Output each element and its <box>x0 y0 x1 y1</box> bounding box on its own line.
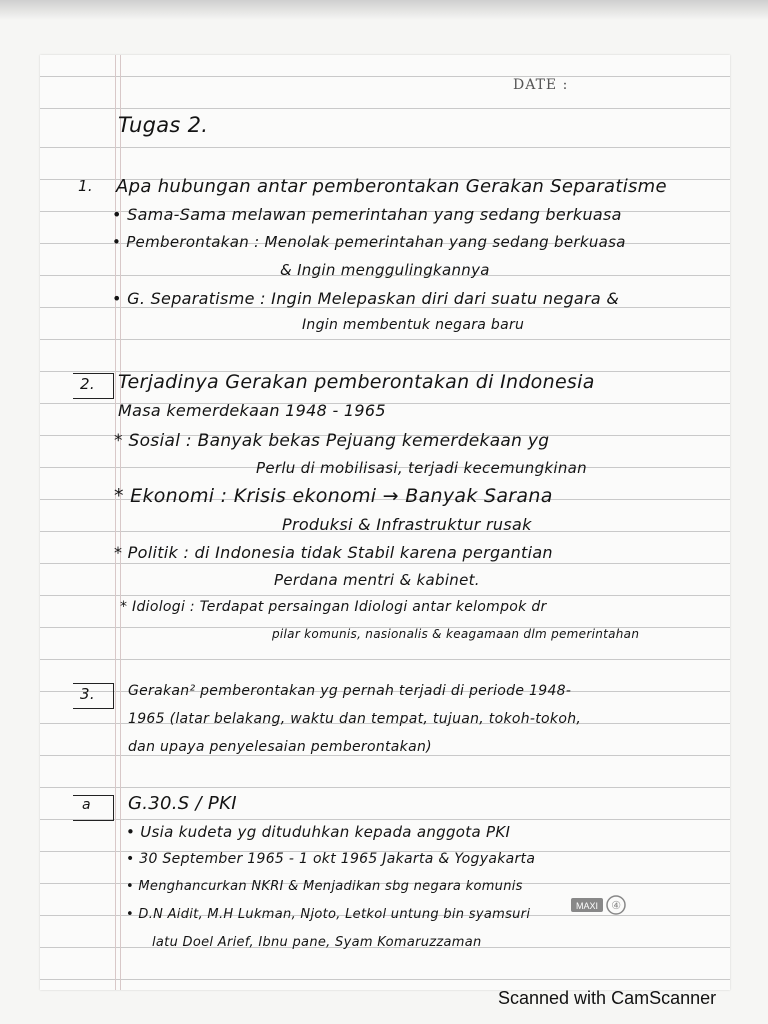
question-3-number: 3. <box>80 685 95 703</box>
page-title: Tugas 2. <box>118 113 209 137</box>
section-a-line-2: • 30 September 1965 - 1 okt 1965 Jakarta & Yogyakarta <box>126 851 536 867</box>
answer-2-line-8: pilar komunis, nasionalis & keagamaan dlm pemerintahan <box>272 627 640 641</box>
answer-2-line-1: * Sosial : Banyak bekas Pejuang kemerdekaan yg <box>114 431 550 451</box>
section-a-line-5: latu Doel Arief, Ibnu pane, Syam Komaruzzaman <box>152 935 482 950</box>
svg-text:MAXI: MAXI <box>575 901 599 911</box>
answer-1-line-2: • Pemberontakan : Menolak pemerintahan yang sedang berkuasa <box>112 233 626 251</box>
answer-1-line-3: & Ingin menggulingkannya <box>280 261 490 279</box>
question-3-line-1: Gerakan² pemberontakan yg pernah terjadi di periode 1948- <box>128 683 572 699</box>
section-a-box <box>73 795 114 821</box>
section-a-line-4: • D.N Aidit, M.H Lukman, Njoto, Letkol untung bin syamsuri <box>126 907 531 922</box>
section-a-line-1: • Usia kudeta yg dituduhkan kepada anggota PKI <box>126 823 511 841</box>
date-label: DATE : <box>513 77 569 93</box>
answer-1-line-5: Ingin membentuk negara baru <box>302 317 525 333</box>
question-1-text: Apa hubungan antar pemberontakan Gerakan Separatisme <box>116 176 667 197</box>
question-1-number: 1. <box>78 177 93 195</box>
scan-top-edge <box>0 0 768 20</box>
answer-1-line-1: • Sama-Sama melawan pemerintahan yang sedang berkuasa <box>112 205 622 224</box>
answer-2-line-3: * Ekonomi : Krisis ekonomi → Banyak Sarana <box>114 485 553 507</box>
svg-text:④: ④ <box>611 899 621 912</box>
question-2-text-line-1: Terjadinya Gerakan pemberontakan di Indonesia <box>118 371 595 393</box>
question-2-number: 2. <box>80 375 95 393</box>
section-a-line-3: • Menghancurkan NKRI & Menjadikan sbg negara komunis <box>126 879 523 894</box>
answer-2-line-6: Perdana mentri & kabinet. <box>274 571 480 589</box>
answer-2-line-7: * Idiologi : Terdapat persaingan Idiologi antar kelompok dr <box>120 599 547 615</box>
answer-2-line-2: Perlu di mobilisasi, terjadi kecemungkinan <box>256 459 587 477</box>
question-2-text-line-2: Masa kemerdekaan 1948 - 1965 <box>118 401 386 420</box>
answer-2-line-4: Produksi & Infrastruktur rusak <box>282 515 532 534</box>
question-3-line-2: 1965 (latar belakang, waktu dan tempat, tujuan, tokoh-tokoh, <box>128 711 582 727</box>
question-3-line-3: dan upaya penyelesaian pemberontakan) <box>128 739 432 755</box>
notebook-brand-logo <box>570 893 630 917</box>
section-a-title: G.30.S / PKI <box>128 793 237 814</box>
answer-2-line-5: * Politik : di Indonesia tidak Stabil karena pergantian <box>114 543 553 562</box>
camscanner-watermark: Scanned with CamScanner <box>498 988 717 1008</box>
notebook-page <box>40 55 730 990</box>
answer-1-line-4: • G. Separatisme : Ingin Melepaskan diri dari suatu negara & <box>112 289 620 308</box>
section-a-marker: a <box>82 797 91 813</box>
